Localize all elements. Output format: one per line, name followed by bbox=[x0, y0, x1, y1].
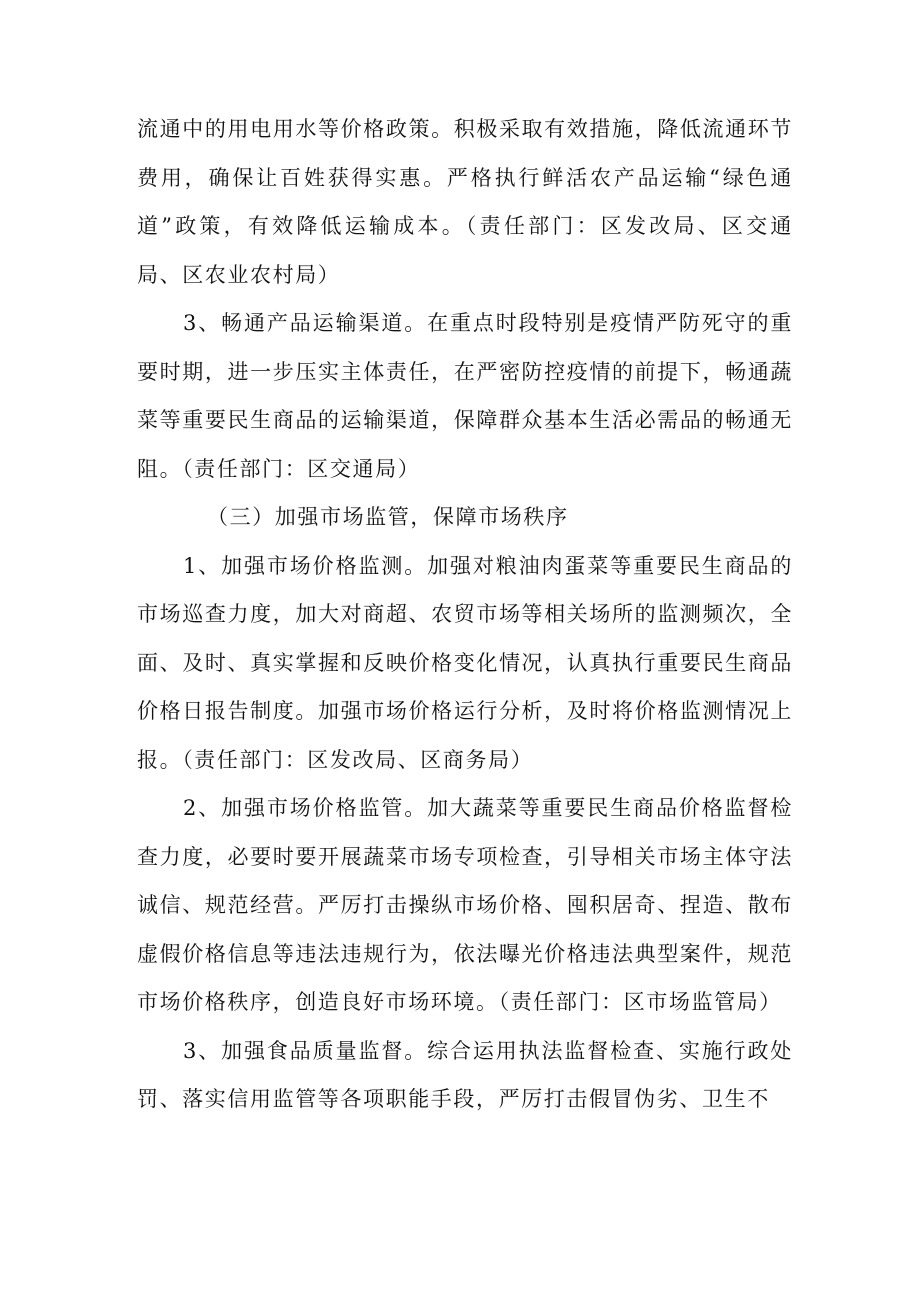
paragraph-price-supervision: 2、加强市场价格监管。加大蔬菜等重要民生商品价格监督检查力度，必要时要开展蔬菜市场专项检查，引导相关市场主体守法诚信、规范经营。严厉打击操纵市场价格、囤积居奇、捏造、散布虚假价格信息等违法违规行为，依法曝光价格违法典型案件，规范市场价格秩序，创造良好市场环境。（责任部门：区市场监管局） bbox=[137, 796, 793, 1014]
paragraph-transport-channels: 3、畅通产品运输渠道。在重点时段特别是疫情严防死守的重要时期，进一步压实主体责任，在严密防控疫情的前提下，畅通蔬菜等重要民生商品的运输渠道，保障群众基本生活必需品的畅通无阻。（责任部门：区交通局） bbox=[137, 311, 793, 481]
document-body bbox=[137, 105, 793, 1124]
section-heading-market-supervision: （三）加强市场监管，保障市场秩序 bbox=[207, 505, 569, 529]
paragraph-price-monitoring: 1、加强市场价格监测。加强对粮油肉蛋菜等重要民生商品的市场巡查力度，加大对商超、农贸市场等相关场所的监测频次，全面、及时、真实掌握和反映价格变化情况，认真执行重要民生商品价格日报告制度。加强市场价格运行分析，及时将价格监测情况上报。（责任部门：区发改局、区商务局） bbox=[137, 553, 793, 772]
paragraph-continuation: 流通中的用电用水等价格政策。积极采取有效措施，降低流通环节费用，确保让百姓获得实惠。严格执行鲜活农产品运输“绿色通道”政策，有效降低运输成本。（责任部门：区发改局、区交通局、区农业农村局） bbox=[137, 117, 793, 287]
paragraph-food-quality: 3、加强食品质量监督。综合运用执法监督检查、实施行政处罚、落实信用监管等各项职能手段，严厉打击假冒伪劣、卫生不 bbox=[137, 1038, 793, 1111]
